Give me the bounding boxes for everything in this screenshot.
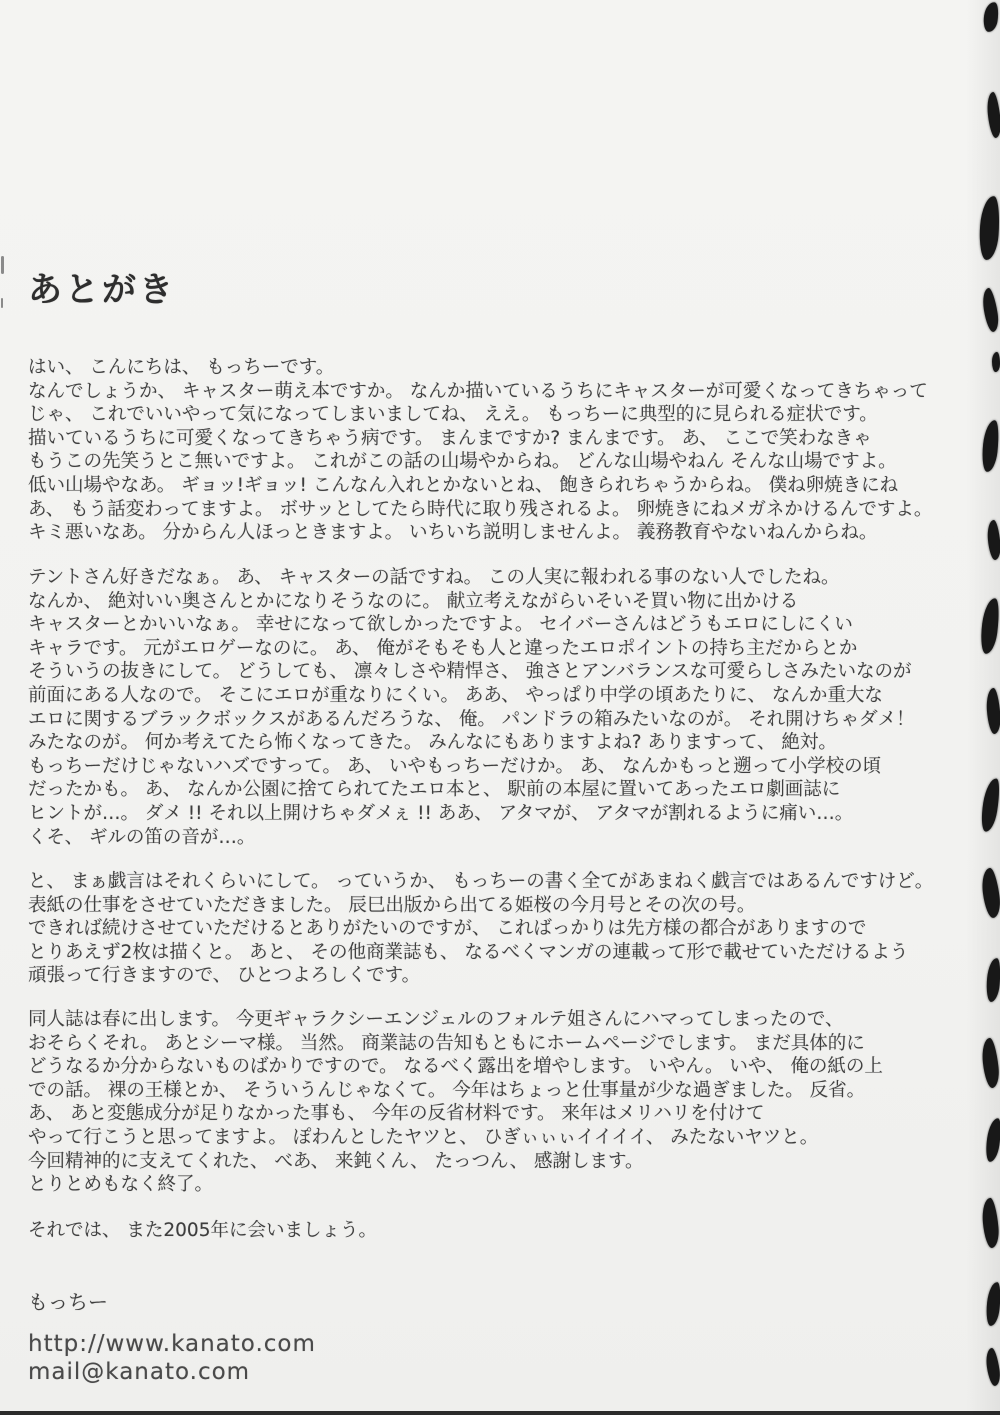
text-line: キャスターとかいいなぁ。 幸せになって欲しかったですよ。 セイバーさんはどうもエロにしにくい [28, 614, 853, 636]
text-line: だったかも。 あ、 なんか公園に捨てられてたエロ本と、 駅前の本屋に置いてあったエロ劇画誌に [28, 779, 841, 801]
scan-edge-artifacts [960, 0, 1000, 1415]
text-line: くそ、 ギルの笛の音が…。 [28, 826, 256, 848]
website-url: http://www.kanato.com [28, 1331, 316, 1357]
text-line: ヒントが…。 ダメ !! それ以上開けちゃダメぇ !! ああ、 アタマが、 アタマが割れるように痛い…。 [28, 802, 854, 824]
text-line: 低い山場やなあ。 ギョッ!ギョッ! こんなん入れとかないとね、 飽きられちゃうからね。 僕ね卵焼きにね [28, 474, 899, 496]
text-line: 描いているうちに可愛くなってきちゃう病です。 まんまですか? まんまです。 あ、 ここで笑わなきゃ [28, 427, 872, 449]
text-line: どうなるか分からないものばかりですので。 なるべく露出を増やします。 いやん。 いや、 俺の紙の上 [28, 1056, 883, 1078]
text-line: もうこの先笑うとこ無いですよ。 これがこの話の山場やからね。 どんな山場やねん そんな山場ですよ。 [28, 451, 897, 473]
text-line: 前面にある人なので。 そこにエロが重なりにくい。 ああ、 やっぱり中学の頃あたりに、 なんか重大な [28, 684, 883, 706]
text-line: なんか、 絶対いい奥さんとかになりそうなのに。 献立考えながらいそいそ買い物に出かける [28, 590, 799, 612]
text-line: そういうの抜きにして。 どうしても、 凛々しさや精悍さ、 強さとアンバランスな可愛らしさみたいなのが [28, 661, 912, 683]
text-line: キミ悪いなあ。 分からん人ほっときますよ。 いちいち説明しませんよ。 義務教育やないねんからね。 [28, 522, 878, 544]
text-line: テントさん好きだなぁ。 あ、 キャスターの話ですね。 この人実に報われる事のない人でしたね。 [28, 567, 840, 588]
email-address: mail@kanato.com [28, 1359, 251, 1385]
text-line: とりとめもなく終了。 [28, 1174, 214, 1196]
text-line: と、 まぁ戯言はそれくらいにして。 っていうか、 もっちーの書く全てがあまねく戯言ではあるんですけど。 [28, 871, 934, 892]
text-line: はい、 こんにちは、 もっちーです。 [28, 357, 335, 378]
scan-bottom-edge [0, 1411, 1000, 1415]
text-line: なんでしょうか、 キャスター萌え本ですか。 なんか描いているうちにキャスターが可愛くなってきちゃって [28, 380, 928, 402]
paragraph-work-news [28, 870, 958, 988]
text-line: もっちーだけじゃないハズですって。 あ、 いやもっちーだけか。 あ、 なんかもっと遡って小学校の頃 [28, 755, 882, 777]
text-line: 表紙の仕事をさせていただきました。 辰巳出版から出てる姫桜の今月号とその次の号。 [28, 894, 756, 916]
paragraph-caster-talk [28, 566, 958, 849]
paragraph-greeting [28, 356, 958, 545]
scan-left-mark [1, 256, 4, 274]
text-line: 同人誌は春に出します。 今更ギャラクシーエンジェルのフォルテ姐さんにハマってしまったので、 [28, 1009, 844, 1030]
author-signature: もっちー [28, 1290, 108, 1314]
text-line: みたなのが。 何か考えてたら怖くなってきた。 みんなにもありますよね? ありますって、 絶対。 [28, 732, 837, 754]
text-line: とりあえず2枚は描くと。 あと、 その他商業誌も、 なるべくマンガの連載って形で載せていただけるよう [28, 941, 909, 963]
page-title: あとがき [28, 270, 176, 310]
text-line: あ、 もう話変わってますよ。 ボサッとしてたら時代に取り残されるよ。 卵焼きにねメガネかけるんですよ。 [28, 498, 933, 520]
text-line: おそらくそれ。 あとシーマ様。 当然。 商業誌の告知もともにホームページでします。 まだ具体的に [28, 1032, 865, 1054]
text-line: やって行こうと思ってますよ。 ぽわんとしたヤツと、 ひぎぃぃぃイイイイ、 みたないヤツと。 [28, 1126, 819, 1148]
text-line: での話。 裸の王様とか、 そういうんじゃなくて。 今年はちょっと仕事量が少な過ぎました。 反省。 [28, 1079, 866, 1101]
scan-left-mark [1, 298, 3, 308]
text-line: 今回精神的に支えてくれた、 べあ、 来鈍くん、 たっつん、 感謝します。 [28, 1150, 644, 1172]
text-line: あ、 あと変態成分が足りなかった事も、 今年の反省材料です。 来年はメリハリを付けて [28, 1103, 765, 1125]
text-line: キャラです。 元がエロゲーなのに。 あ、 俺がそもそも人と違ったエロポイントの持ち主だからとか [28, 637, 858, 659]
text-line: エロに関するブラックボックスがあるんだろうな、 俺。 パンドラの箱みたいなのが。 それ開けちゃダメ！ [28, 708, 915, 730]
text-line: 頑張って行きますので、 ひとつよろしくです。 [28, 965, 421, 987]
text-line: できれば続けさせていただけるとありがたいのですが、 こればっかりは先方様の都合がありますので [28, 918, 867, 940]
paragraph-plans-thanks [28, 1008, 958, 1197]
closing-line: それでは、 また2005年に会いましょう。 [28, 1220, 377, 1241]
text-line: じゃ、 これでいいやって気になってしまいましてね、 ええ。 もっちーに典型的に見られる症状です。 [28, 404, 878, 426]
